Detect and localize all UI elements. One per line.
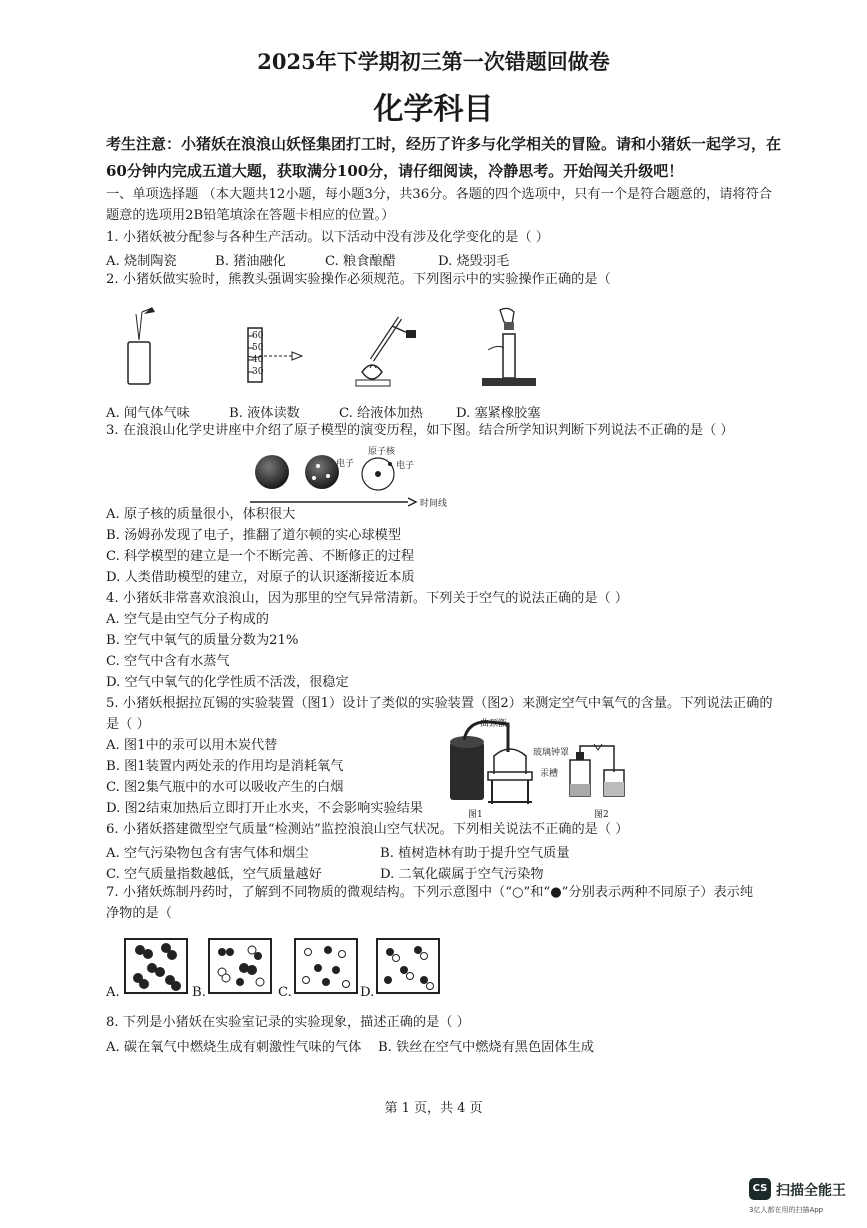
q3-option-c: C. 科学模型的建立是一个不断完善、不断修正的过程 <box>106 549 415 564</box>
q5-stem-2: 是（ ） <box>106 717 150 732</box>
q4-option-d: D. 空气中氧气的化学性质不活泼，很稳定 <box>106 675 349 690</box>
page-number: 第 1 页，共 4 页 <box>384 1101 483 1116</box>
q4-stem: 4. 小猪妖非常喜欢浪浪山，因为那里的空气异常清新。下列关于空气的说法正确的是（ ） <box>106 591 629 606</box>
heat-liquid-figure <box>352 310 422 388</box>
smell-gas-figure <box>118 302 168 388</box>
scale-30: 30 <box>252 367 264 377</box>
exam-title: 2025年下学期初三第一次错题回做卷 <box>257 49 610 74</box>
section-heading-2: 题意的选项用2B铅笔填涂在答题卡相应的位置。） <box>106 208 395 223</box>
q3-stem: 3. 在浪浪山化学史讲座中介绍了原子模型的演变历程，如下图。结合所学知识判断下列说法不正确的是（ ） <box>106 423 734 438</box>
q7-option-d: D. <box>360 985 375 1000</box>
q8-option-b: B. 铁丝在空气中燃烧有黑色固体生成 <box>378 1040 594 1055</box>
q4-option-b: B. 空气中氧气的质量分数为21% <box>106 633 299 648</box>
q8-option-a: A. 碳在氧气中燃烧生成有刺激性气味的气体 <box>106 1040 362 1055</box>
q2-option-c: C. 给液体加热 <box>339 406 423 421</box>
q4-option-a: A. 空气是由空气分子构成的 <box>106 612 269 627</box>
q3-option-b: B. 汤姆孙发现了电子，推翻了道尔顿的实心球模型 <box>106 528 402 543</box>
q3-option-a: A. 原子核的质量很小，体积很大 <box>106 507 296 522</box>
label-trough: 汞槽 <box>540 769 559 779</box>
atom-label-nucleus: 原子核 <box>368 447 396 457</box>
q3-option-d: D. 人类借助模型的建立，对原子的认识逐渐接近本质 <box>106 570 415 585</box>
q7-box-b <box>208 938 272 994</box>
q2-option-b: B. 液体读数 <box>229 406 300 421</box>
q8-stem: 8. 下列是小猪妖在实验室记录的实验现象，描述正确的是（ ） <box>106 1015 470 1030</box>
q1-option-b: B. 猪油融化 <box>215 254 286 269</box>
label-bell-jar: 玻璃钟罩 <box>533 748 570 758</box>
lavoisier-apparatus-figure <box>444 716 549 808</box>
q5-option-b: B. 图1装置内两处汞的作用均是消耗氧气 <box>106 759 344 774</box>
q6-option-a: A. 空气污染物包含有害气体和烟尘 <box>106 846 309 861</box>
label-retort: 曲颈甑 <box>480 719 508 729</box>
molecule-diagram-a <box>126 940 186 992</box>
scale-40: 40 <box>252 355 264 365</box>
q5-option-a: A. 图1中的汞可以用木炭代替 <box>106 738 278 753</box>
q5-option-d: D. 图2结束加热后立即打开止水夹，不会影响实验结果 <box>106 801 423 816</box>
scanner-name: 扫描全能王 <box>776 1183 846 1199</box>
q1-option-c: C. 粮食酿醋 <box>325 254 396 269</box>
q7-box-a <box>124 938 188 994</box>
oxygen-measure-apparatus-figure <box>566 744 628 802</box>
molecule-diagram-b <box>210 940 270 992</box>
section-heading-1: 一、单项选择题 （本大题共12小题，每小题3分，共36分。各题的四个选项中，只有一个是符合题意的，请将符合 <box>106 187 772 202</box>
rubber-stopper-figure <box>480 304 540 390</box>
q7-box-d <box>376 938 440 994</box>
scale-60: 60 <box>252 331 264 341</box>
atom-label-electron-2: 电子 <box>396 461 415 471</box>
label-fig2: 图2 <box>594 810 609 820</box>
atom-label-timeline: 时间线 <box>420 499 448 509</box>
q1-option-d: D. 烧毁羽毛 <box>438 254 510 269</box>
notice-line-1: 考生注意：小猪妖在浪浪山妖怪集团打工时，经历了许多与化学相关的冒险。请和小猪妖一起学习，在 <box>106 135 782 153</box>
atom-label-electron-1: 电子 <box>336 459 355 469</box>
q1-stem: 1. 小猪妖被分配参与各种生产活动。以下活动中没有涉及化学变化的是（ ） <box>106 230 549 245</box>
q6-option-d: D. 二氧化碳属于空气污染物 <box>380 867 544 882</box>
q6-stem: 6. 小猪妖搭建微型空气质量“检测站”监控浪浪山空气状况。下列相关说法不正确的是（ ） <box>106 822 629 837</box>
q6-option-c: C. 空气质量指数越低，空气质量越好 <box>106 867 322 882</box>
scale-50: 50 <box>252 343 264 353</box>
scanner-badge-icon: CS <box>749 1178 771 1200</box>
liquid-reading-figure <box>240 326 310 384</box>
q7-option-b: B. <box>192 985 206 1000</box>
notice-line-2: 60分钟内完成五道大题，获取满分100分，请仔细阅读，冷静思考。开始闯关升级吧！ <box>106 162 684 180</box>
subject-title: 化学科目 <box>373 92 494 127</box>
molecule-diagram-d <box>378 940 438 992</box>
molecule-diagram-c <box>296 940 356 992</box>
q5-stem-1: 5. 小猪妖根据拉瓦锡的实验装置（图1）设计了类似的实验装置（图2）来测定空气中氧气的含量。下列说法正确的 <box>106 696 773 711</box>
q7-option-a: A. <box>106 985 120 1000</box>
q6-option-b: B. 植树造林有助于提升空气质量 <box>380 846 570 861</box>
q2-stem: 2. 小猪妖做实验时，熊教头强调实验操作必须规范。下列图示中的实验操作正确的是（ <box>106 272 611 287</box>
q2-option-d: D. 塞紧橡胶塞 <box>456 406 541 421</box>
q7-option-c: C. <box>278 985 292 1000</box>
q1-option-a: A. 烧制陶瓷 <box>106 254 177 269</box>
q7-stem-1: 7. 小猪妖炼制丹药时，了解到不同物质的微观结构。下列示意图中（“○”和“●”分别表示两种不同原子）表示纯 <box>106 885 754 900</box>
dalton-ball <box>255 455 289 489</box>
scanner-slogan: 3亿人都在用的扫描App <box>749 1206 824 1214</box>
q5-option-c: C. 图2集气瓶中的水可以吸收产生的白烟 <box>106 780 344 795</box>
label-fig1: 图1 <box>468 810 483 820</box>
q7-stem-2: 净物的是（ <box>106 906 172 921</box>
q2-option-a: A. 闻气体气味 <box>106 406 190 421</box>
thomson-ball <box>305 455 339 489</box>
q4-option-c: C. 空气中含有水蒸气 <box>106 654 230 669</box>
scanner-logo <box>749 1178 846 1202</box>
q7-box-c <box>294 938 358 994</box>
